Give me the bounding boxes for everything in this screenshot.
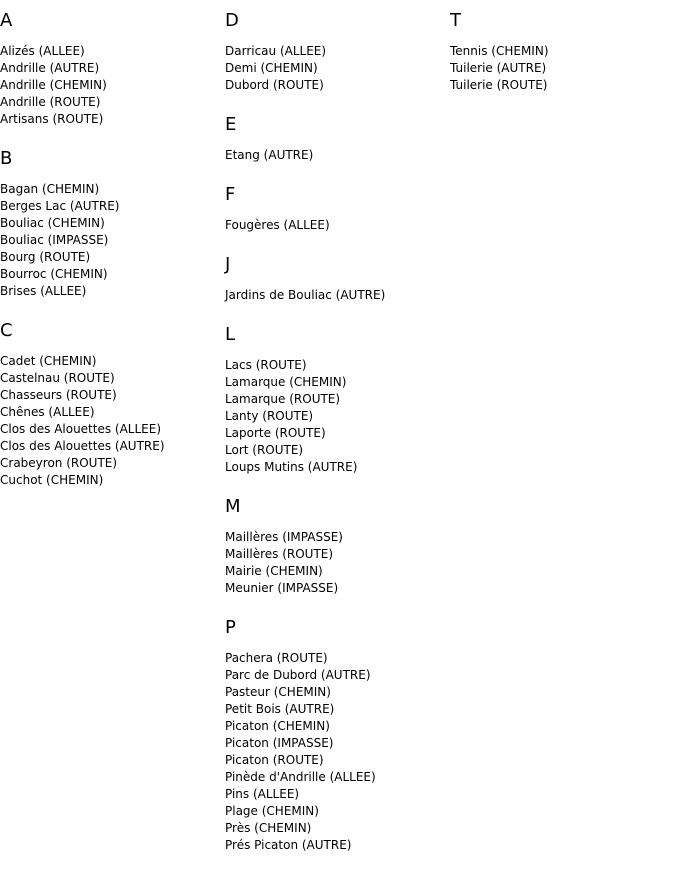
street-link[interactable]: Castelnau (ROUTE) (0, 371, 115, 385)
street-link[interactable]: Meunier (IMPASSE) (225, 581, 339, 595)
list-item (225, 357, 450, 374)
list-item (225, 374, 450, 391)
group-spacer (225, 476, 450, 486)
street-link[interactable]: Bourroc (CHEMIN) (0, 267, 108, 281)
letter-group (0, 321, 225, 489)
list-item (0, 111, 225, 128)
street-link[interactable]: Loups Mutins (AUTRE) (225, 460, 358, 474)
list-item (225, 735, 450, 752)
list-item (450, 43, 675, 60)
street-list (0, 353, 225, 489)
street-link[interactable]: Lamarque (CHEMIN) (225, 375, 347, 389)
street-link[interactable]: Clos des Alouettes (ALLEE) (0, 422, 162, 436)
letter-group (225, 185, 450, 234)
list-item (0, 266, 225, 283)
street-link[interactable]: Alizés (ALLEE) (0, 44, 85, 58)
street-link[interactable]: Bouliac (IMPASSE) (0, 233, 109, 247)
list-item (225, 803, 450, 820)
list-item (225, 217, 450, 234)
street-list (225, 287, 450, 304)
street-link[interactable]: Picaton (IMPASSE) (225, 736, 334, 750)
list-item (0, 438, 225, 455)
letter-heading: E (225, 114, 237, 135)
list-item (225, 701, 450, 718)
street-link[interactable]: Maillères (IMPASSE) (225, 530, 343, 544)
list-item (0, 215, 225, 232)
list-item (0, 404, 225, 421)
letter-group (450, 11, 675, 94)
street-link[interactable]: Cadet (CHEMIN) (0, 354, 97, 368)
street-link[interactable]: Etang (AUTRE) (225, 148, 314, 162)
list-item (225, 650, 450, 667)
street-link[interactable]: Brises (ALLEE) (0, 284, 87, 298)
street-link[interactable]: Petit Bois (AUTRE) (225, 702, 335, 716)
street-link[interactable]: Pinède d'Andrille (ALLEE) (225, 770, 376, 784)
list-item (0, 421, 225, 438)
list-item (225, 563, 450, 580)
street-link[interactable]: Tuilerie (AUTRE) (450, 61, 547, 75)
list-item (225, 459, 450, 476)
street-list (225, 650, 450, 854)
street-link[interactable]: Près (CHEMIN) (225, 821, 312, 835)
street-link[interactable]: Pins (ALLEE) (225, 787, 300, 801)
list-item (450, 77, 675, 94)
street-link[interactable]: Lort (ROUTE) (225, 443, 304, 457)
list-item (225, 786, 450, 803)
street-link[interactable]: Plage (CHEMIN) (225, 804, 319, 818)
street-link[interactable]: Pasteur (CHEMIN) (225, 685, 331, 699)
group-spacer (225, 597, 450, 607)
list-item (0, 370, 225, 387)
street-link[interactable]: Pachera (ROUTE) (225, 651, 328, 665)
list-item (0, 43, 225, 60)
street-index-column-2 (225, 0, 450, 854)
list-item (225, 287, 450, 304)
list-item (225, 769, 450, 786)
group-spacer (0, 128, 225, 138)
letter-heading: L (225, 324, 236, 345)
letter-heading: D (225, 10, 239, 31)
group-spacer (225, 234, 450, 244)
letter-group (225, 115, 450, 164)
list-item (0, 77, 225, 94)
street-link[interactable]: Berges Lac (AUTRE) (0, 199, 120, 213)
list-item (225, 752, 450, 769)
letter-group (225, 618, 450, 854)
list-item (225, 820, 450, 837)
letter-heading: F (225, 184, 236, 205)
street-list (0, 43, 225, 128)
list-item (0, 60, 225, 77)
street-link[interactable]: Bourg (ROUTE) (0, 250, 91, 264)
list-item (225, 147, 450, 164)
street-index-column-1 (0, 0, 225, 489)
list-item (225, 43, 450, 60)
letter-group (225, 11, 450, 94)
list-item (225, 667, 450, 684)
street-link[interactable]: Bagan (CHEMIN) (0, 182, 100, 196)
letter-heading: P (225, 617, 236, 638)
list-item (225, 580, 450, 597)
street-link[interactable]: Andrille (CHEMIN) (0, 78, 107, 92)
list-item (0, 181, 225, 198)
street-list (225, 147, 450, 164)
street-link[interactable]: Andrille (AUTRE) (0, 61, 100, 75)
street-link[interactable]: Chênes (ALLEE) (0, 405, 95, 419)
street-link[interactable]: Prés Picaton (AUTRE) (225, 838, 352, 852)
street-link[interactable]: Jardins de Bouliac (AUTRE) (225, 288, 386, 302)
letter-heading: A (0, 10, 13, 31)
letter-heading: B (0, 148, 13, 169)
letter-group (225, 325, 450, 476)
street-link[interactable]: Bouliac (CHEMIN) (0, 216, 105, 230)
list-item (0, 198, 225, 215)
list-item (225, 77, 450, 94)
street-link[interactable]: Clos des Alouettes (AUTRE) (0, 439, 165, 453)
street-link[interactable]: Maillères (ROUTE) (225, 547, 334, 561)
street-index-column-3 (450, 0, 675, 94)
street-list (225, 357, 450, 476)
street-link[interactable]: Artisans (ROUTE) (0, 112, 104, 126)
list-item (225, 546, 450, 563)
list-item (450, 60, 675, 77)
street-link[interactable]: Fougères (ALLEE) (225, 218, 330, 232)
letter-heading: M (225, 496, 241, 517)
street-link[interactable]: Tennis (CHEMIN) (450, 44, 549, 58)
list-item (0, 387, 225, 404)
letter-group (225, 255, 450, 304)
list-item (225, 408, 450, 425)
street-link[interactable]: Lanty (ROUTE) (225, 409, 314, 423)
street-link[interactable]: Mairie (CHEMIN) (225, 564, 323, 578)
letter-heading: C (0, 320, 13, 341)
street-link[interactable]: Crabeyron (ROUTE) (0, 456, 118, 470)
street-link[interactable]: Lacs (ROUTE) (225, 358, 307, 372)
list-item (225, 837, 450, 854)
street-link[interactable]: Lamarque (ROUTE) (225, 392, 341, 406)
street-link[interactable]: Tuilerie (ROUTE) (450, 78, 548, 92)
street-link[interactable]: Dubord (ROUTE) (225, 78, 324, 92)
list-item (225, 391, 450, 408)
list-item (0, 472, 225, 489)
list-item (0, 353, 225, 370)
street-link[interactable]: Cuchot (CHEMIN) (0, 473, 104, 487)
list-item (0, 249, 225, 266)
list-item (225, 529, 450, 546)
letter-group (0, 149, 225, 300)
list-item (0, 232, 225, 249)
list-item (225, 684, 450, 701)
street-link[interactable]: Laporte (ROUTE) (225, 426, 326, 440)
list-item (0, 283, 225, 300)
list-item (0, 94, 225, 111)
street-list (225, 529, 450, 597)
street-link[interactable]: Chasseurs (ROUTE) (0, 388, 117, 402)
list-item (225, 60, 450, 77)
list-item (225, 442, 450, 459)
letter-group (0, 11, 225, 128)
letter-heading: J (225, 254, 231, 275)
list-item (0, 455, 225, 472)
letter-heading: T (450, 10, 461, 31)
list-item (225, 718, 450, 735)
street-link[interactable]: Picaton (ROUTE) (225, 753, 324, 767)
street-link[interactable]: Darricau (ALLEE) (225, 44, 327, 58)
street-link[interactable]: Andrille (ROUTE) (0, 95, 101, 109)
street-list (225, 43, 450, 94)
letter-group (225, 497, 450, 597)
group-spacer (225, 304, 450, 314)
list-item (225, 425, 450, 442)
street-list (0, 181, 225, 300)
street-list (450, 43, 675, 94)
street-list (225, 217, 450, 234)
street-link[interactable]: Parc de Dubord (AUTRE) (225, 668, 371, 682)
group-spacer (0, 300, 225, 310)
group-spacer (225, 94, 450, 104)
group-spacer (225, 164, 450, 174)
street-link[interactable]: Picaton (CHEMIN) (225, 719, 330, 733)
street-link[interactable]: Demi (CHEMIN) (225, 61, 318, 75)
